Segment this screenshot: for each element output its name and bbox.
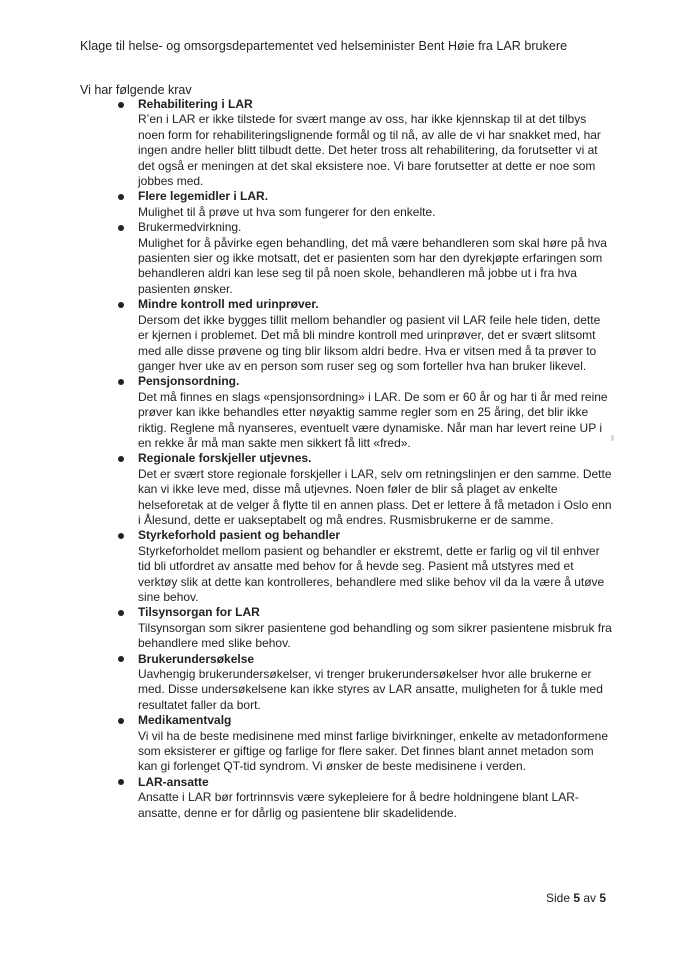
item-body <box>138 790 608 821</box>
body-line: det også er meningen at det skal eksistere noe. Vi bare forutsetter at dette er noe som <box>138 158 596 173</box>
item-heading: Regionale forskjeller utjevnes. <box>138 451 312 466</box>
list-item <box>118 97 618 189</box>
page-number-middle: av <box>580 891 600 905</box>
body-line: riktig. Reglene må nyanseres, eventuelt være dynamiske. Når man har levert reine UP i <box>138 420 602 435</box>
bullet-icon <box>118 656 124 662</box>
bullet-icon <box>118 379 124 385</box>
body-line: som eksisterer er giftige og farlige for flere saker. Det finnes blant annet metadon som <box>138 744 594 759</box>
item-heading: Pensjonsordning. <box>138 374 240 389</box>
page-number <box>546 891 606 905</box>
body-line: Styrkeforholdet mellom pasient og behandler er ekstremt, dette er farlig og vil til enhver <box>138 543 600 558</box>
body-line: ingen andre heller blitt tilbudt dette. Det heter tross alt rehabilitering, da forutsetter vi at <box>138 143 598 158</box>
item-body <box>138 620 612 652</box>
body-line: verktøy slik at dette kan kontrolleres, behandlere med slike behov vil da la være å utøve <box>138 574 605 589</box>
item-body <box>138 236 608 298</box>
body-line: noen form for rehabiliteringslignende formål og til nå, av alle de vi har snakket med, har <box>138 127 601 142</box>
page-number-prefix: Side <box>546 891 574 905</box>
page-number-current: 5 <box>573 891 581 905</box>
item-heading: Brukerundersøkelse <box>138 651 255 666</box>
item-body <box>138 205 608 220</box>
page-title: Klage til helse- og omsorgsdepartementet ved helseminister Bent Høie fra LAR brukere <box>80 39 568 53</box>
list-item <box>118 713 618 775</box>
item-body <box>138 544 608 606</box>
item-body <box>138 313 608 375</box>
list-item <box>118 451 618 528</box>
bullet-icon <box>118 194 124 200</box>
body-line: Mulighet for å påvirke egen behandling, det må være behandleren som skal høre på hva <box>138 235 607 250</box>
item-heading: LAR-ansatte <box>138 774 209 789</box>
bullet-icon <box>118 102 124 108</box>
body-line: behandlere med slike behov. <box>138 636 291 651</box>
body-line: med. Disse undersøkelsene kan ikke styres av LAR ansatte, muligheten for å tukle med <box>138 682 603 697</box>
body-line: Dersom det ikke bygges tillit mellom behandler og pasient vil LAR feile hele tiden, dette <box>138 312 601 327</box>
item-body <box>138 667 608 713</box>
body-line: sine behov. <box>138 590 199 604</box>
body-line: Uavhengig brukerundersøkelser, vi trenger brukerundersøkelser hvor alle brukerne er <box>138 667 592 682</box>
body-line: er kjernen i problemet. Det må bli mindre kontroll med urinprøver, det er svært slitsomt <box>138 328 596 343</box>
body-line: behandleren aldri kan lese seg til på noen skole, behandleren må jobbe ut i fra hva <box>138 266 577 281</box>
body-line: jobbes med. <box>138 174 204 189</box>
body-line: prøver kan ikke behandles etter nøyaktig samme regler som en 25 åring, det blir ikke <box>138 405 589 420</box>
body-line: ganger hver uke av en person som ruser seg og som forteller hva han bruker likevel. <box>138 358 587 373</box>
item-heading: Tilsynsorgan for LAR <box>138 605 260 620</box>
item-heading: Medikamentvalg <box>138 713 232 728</box>
body-line: i Ålesund, dette er uakseptabelt og må endres. Rusmisbrukerne er de samme. <box>138 512 554 527</box>
page-number-total: 5 <box>599 891 607 905</box>
item-body <box>138 390 608 452</box>
bullet-icon <box>118 533 124 539</box>
body-line: Tilsynsorgan som sikrer pasientene god behandling og som sikrer pasientene misbruk fra <box>138 620 612 635</box>
body-line: tid bli utfordret av ansatte med behov for å hevde seg. Pasient må utstyres med et <box>138 559 574 574</box>
item-heading: Rehabilitering i LAR <box>138 97 253 111</box>
bullet-icon <box>118 225 124 231</box>
body-line: R’en i LAR er ikke tilstede for svært mange av oss, har ikke kjennskap til at det tilbys <box>138 112 587 127</box>
body-line: Ansatte i LAR bør fortrinnsvis være sykepleiere for å bedre holdningene blant LAR- <box>138 790 579 805</box>
bullet-icon <box>118 610 124 616</box>
list-item <box>118 528 618 605</box>
item-heading: Styrkeforhold pasient og behandler <box>138 528 341 543</box>
demands-list <box>118 97 618 821</box>
item-heading: Mindre kontroll med urinprøver. <box>138 297 319 312</box>
body-line: kan vi ikke leve med, disse må utjevnes. Noen føler de blir så plaget av enkelte <box>138 482 558 497</box>
list-item <box>118 605 618 651</box>
item-body <box>138 112 608 189</box>
item-body <box>138 466 612 529</box>
body-line: Det må finnes en slags «pensjonsordning» i LAR. De som er 60 år og har ti år med reine <box>138 389 608 404</box>
body-line: en rekke år må man sakte men sikkert få litt «fred». <box>138 435 411 450</box>
body-line: Vi vil ha de beste medisinene med minst farlige bivirkninger, enkelte av metadonformene <box>138 728 609 743</box>
bullet-icon <box>118 302 124 308</box>
list-item <box>118 775 618 821</box>
scan-artifact <box>611 435 614 441</box>
body-line: ansatte, denne er for dårlig og pasientene blir skadelidende. <box>138 805 457 820</box>
intro-text: Vi har følgende krav <box>80 83 192 97</box>
item-heading: Brukermedvirkning. <box>138 220 242 235</box>
body-line: Mulighet til å prøve ut hva som fungerer for den enkelte. <box>138 204 436 219</box>
body-line: med alle disse prøvene og ting blir liksom aldri bedre. Hva er vitsen med å ta prøver to <box>138 343 597 358</box>
list-item <box>118 189 618 220</box>
list-item <box>118 652 618 714</box>
list-item <box>118 220 618 297</box>
body-line: pasienten sier og ikke motsatt, det er pasienten som har den dyrekjøpte erfaringen som <box>138 251 603 266</box>
item-body <box>138 729 608 775</box>
item-heading: Flere legemidler i LAR. <box>138 189 269 204</box>
bullet-icon <box>118 779 124 785</box>
list-item <box>118 297 618 374</box>
bullet-icon <box>118 718 124 724</box>
body-line: resultatet faller da bort. <box>138 697 261 712</box>
list-item <box>118 374 618 451</box>
body-line: kan gi forlenget QT-tid syndrom. Vi ønsker de beste medisinene i verden. <box>138 759 526 774</box>
body-line: Det er svært store regionale forskjeller i LAR, selv om retningslinjen er den samme. Dette <box>138 466 612 481</box>
bullet-icon <box>118 456 124 462</box>
body-line: pasienten ønsker. <box>138 281 233 296</box>
body-line: helseforetak at de velger å flytte til en annen plass. Det er lettere å få metadon i Oslo enn <box>138 497 612 512</box>
